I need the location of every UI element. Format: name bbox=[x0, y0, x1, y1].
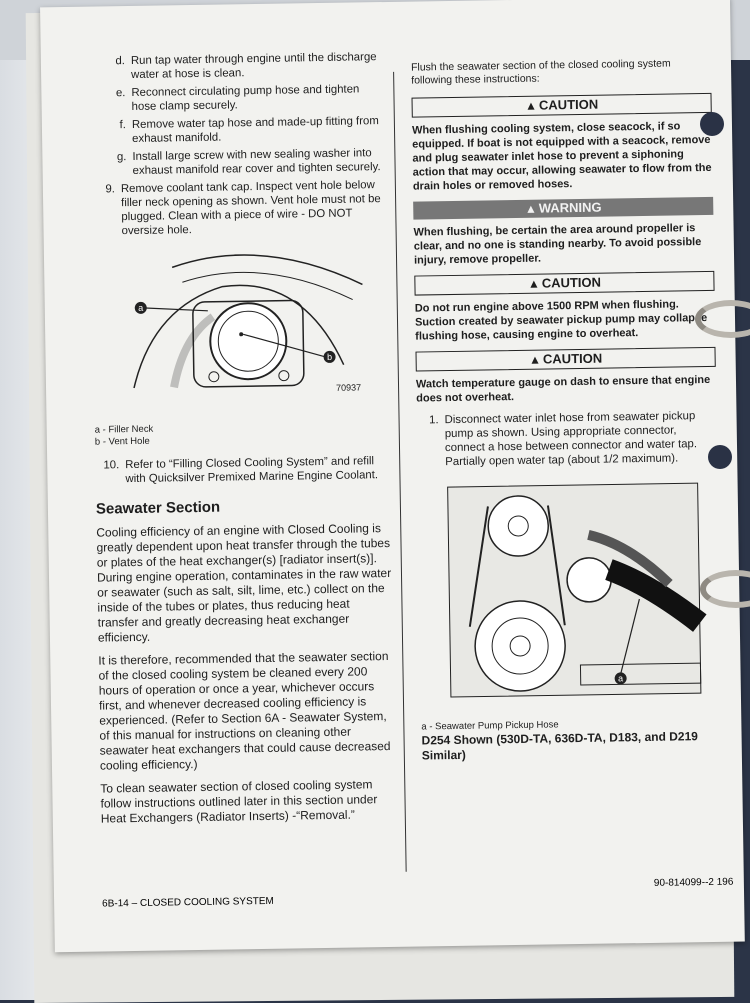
engine-illustration bbox=[437, 473, 721, 707]
warning-text: When flushing, be certain the area around propeller is clear, and no one is standing nearby. To avoid possible injury, remove propeller. bbox=[413, 222, 702, 267]
callout-a: a bbox=[615, 672, 627, 684]
binder-hole bbox=[700, 112, 724, 136]
warning-triangle-icon: ▲ bbox=[524, 201, 537, 216]
paragraph: It is therefore, recommended that the seawater section of the closed cooling system be cleaned every 200 hours of operation or once a year, whichever occurs first, and whenever decreased cooling efficiency is experienced. (Refer to Section 6A - Seawater System, of this manual for instructions on cleaning other seawater heat exchangers that could cause decreased cooling efficiency.) bbox=[98, 649, 391, 773]
figure1-caption-b: b - Vent Hole bbox=[94, 435, 150, 448]
step-9: 9. Remove coolant tank cap. Inspect vent hole below filler neck opening as shown. Vent hole must not be plugged. Clean with a piece of wire - DO NOT oversize hole. bbox=[105, 179, 381, 238]
callout-b: b bbox=[323, 351, 335, 363]
figure-seawater-pump bbox=[437, 473, 721, 717]
caution-heading: ▲ CAUTION bbox=[412, 93, 712, 118]
caution-text: When flushing cooling system, close seacock, if so equipped. If boat is not equipped with a seacock, remove and plug seawater inlet hose to prevent a siphoning action that may occur, allowing seawater to flow from the drain holes or removed hoses. bbox=[411, 120, 712, 193]
section-title: Seawater Section bbox=[95, 498, 221, 518]
paragraph: Cooling efficiency of an engine with Closed Cooling is greatly dependent upon heat transfer through the tubes or plates of the heat exchanger(s) [radiator insert(s)]. During engine operation, contaminates in the raw water or seawater (such as salt, silt, lime, etc.) collect on the inside of the tubes or plates, thus reducing heat transfer and greatly decreasing heat exchanger efficiency. bbox=[96, 521, 392, 645]
caution-heading: ▲ CAUTION bbox=[415, 347, 715, 372]
substep-f: f. Remove water tap hose and made-up fitting from exhaust manifold. bbox=[119, 115, 379, 145]
manual-page bbox=[40, 0, 745, 952]
figure2-model-caption: D254 Shown (530D-TA, 636D-TA, D183, and D219 Similar) bbox=[421, 729, 698, 763]
step-10: 10. Refer to “Filling Closed Cooling System” and refill with Quicksilver Premixed Marine Engine Coolant. bbox=[103, 455, 379, 486]
figure-filler-neck bbox=[112, 244, 375, 418]
warning-heading: ▲ WARNING bbox=[413, 197, 713, 220]
intro-text: Flush the seawater section of the closed cooling system following these instructions: bbox=[410, 57, 671, 87]
filler-neck-illustration bbox=[112, 244, 374, 398]
right-column bbox=[411, 57, 722, 764]
left-column bbox=[89, 50, 396, 835]
footer-section: 6B-14 – CLOSED COOLING SYSTEM bbox=[102, 895, 274, 910]
figure2-caption: a - Seawater Pump Pickup Hose bbox=[421, 719, 559, 733]
column-divider bbox=[393, 72, 407, 872]
substep-d: d. Run tap water through engine until the discharge water at hose is clean. bbox=[115, 51, 377, 81]
substep-e: e. Reconnect circulating pump hose and tighten hose clamp securely. bbox=[115, 83, 360, 113]
warning-triangle-icon: ▲ bbox=[528, 352, 542, 367]
warning-triangle-icon: ▲ bbox=[527, 276, 540, 291]
paragraph: To clean seawater section of closed cooling system follow instructions outlined later in this section under Heat Exchangers (Radiator Inserts) -“Removal.” bbox=[100, 777, 378, 826]
figure1-caption-a: a - Filler Neck bbox=[94, 423, 154, 436]
figure-number: 70937 bbox=[335, 382, 362, 393]
warning-triangle-icon: ▲ bbox=[524, 98, 538, 113]
substep-g: g. Install large screw with new sealing washer into exhaust manifold rear cover and tighten securely. bbox=[116, 147, 381, 177]
caution-text: Watch temperature gauge on dash to ensure that engine does not overheat. bbox=[415, 373, 711, 405]
caution-heading: ▲ CAUTION bbox=[414, 271, 714, 296]
caution-text: Do not run engine above 1500 RPM when flushing. Suction created by seawater pickup pump may collapse flushing hose, causing engine to overheat. bbox=[414, 298, 708, 343]
step-1: 1. Disconnect water inlet hose from seawater pickup pump as shown. Using appropriate connector, connect a hose between connector and water tap. Partially open water tap (about 1/2 maximum). bbox=[428, 410, 698, 469]
callout-a: a bbox=[135, 302, 147, 314]
binder-hole bbox=[708, 445, 732, 469]
footer-page-number: 90-814099--2 196 bbox=[653, 876, 734, 889]
